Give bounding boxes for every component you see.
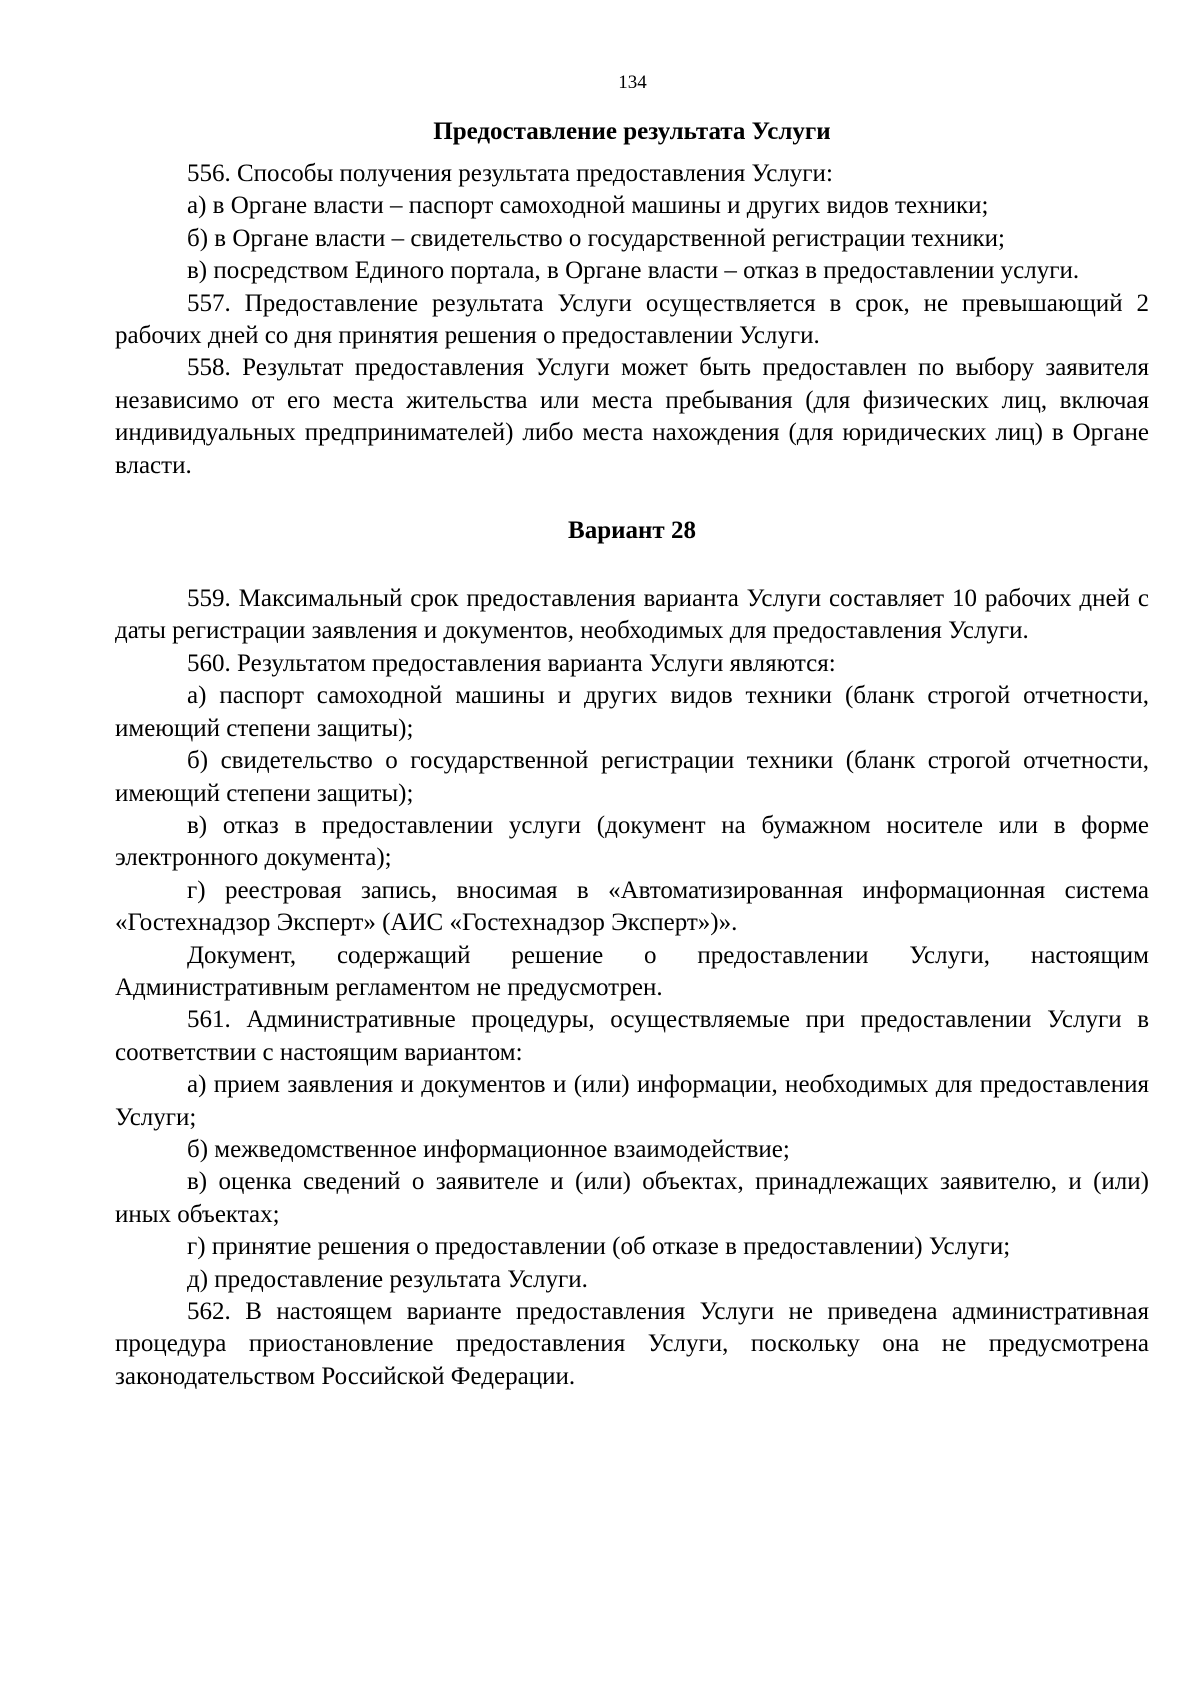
section-heading-variant-28: Вариант 28	[568, 517, 696, 545]
section-result-paragraphs	[115, 158, 1149, 482]
paragraph-556: 556. Способы получения результата предоставления Услуги:	[187, 160, 833, 187]
paragraph-557: 557. Предоставление результата Услуги осуществляется в срок, не превышающий 2 рабочих дней со дня принятия решения о предоставлении Услуги.	[115, 289, 1149, 350]
paragraph-561-a: а) прием заявления и документов и (или) информации, необходимых для предоставления Услуги;	[115, 1071, 1149, 1131]
paragraph-561-d: д) предоставление результата Услуги.	[187, 1265, 588, 1293]
paragraph-556-a: а) в Органе власти – паспорт самоходной машины и других видов техники;	[187, 192, 989, 220]
paragraph-560-v: в) отказ в предоставлении услуги (документ на бумажном носителе или в форме электронного документа);	[115, 811, 1149, 872]
paragraph-561-v: в) оценка сведений о заявителе и (или) объектах, принадлежащих заявителю, и (или) иных объектах;	[115, 1168, 1149, 1228]
paragraph-561-g: г) принятие решения о предоставлении (об отказе в предоставлении) Услуги;	[187, 1233, 1011, 1261]
document-body	[115, 116, 1149, 1393]
paragraph-560-g: г) реестровая запись, вносимая в «Автоматизированная информационная система «Гостехнадзор Эксперт» (АИС «Гостехнадзор Эксперт»)».	[115, 876, 1149, 937]
paragraph-561-b: б) межведомственное информационное взаимодействие;	[187, 1135, 790, 1163]
paragraph-558: 558. Результат предоставления Услуги может быть предоставлен по выбору заявителя независимо от его места жительства или места пребывания (для физических лиц, включая индивидуальных предпринимателей) либо места нахождения (для юридических лиц) в Органе власти.	[115, 354, 1149, 479]
paragraph-decision-document: Документ, содержащий решение о предоставлении Услуги, настоящим Административным регламентом не предусмотрен.	[115, 941, 1149, 1001]
section-heading-result: Предоставление результата Услуги	[433, 118, 831, 145]
paragraph-561: 561. Административные процедуры, осуществляемые при предоставлении Услуги в соответствии с настоящим вариантом:	[115, 1006, 1149, 1066]
paragraph-560: 560. Результатом предоставления варианта Услуги являются:	[187, 649, 836, 677]
paragraph-560-b: б) свидетельство о государственной регистрации техники (бланк строгой отчетности, имеющий степени защиты);	[115, 747, 1149, 807]
paragraph-559: 559. Максимальный срок предоставления варианта Услуги составляет 10 рабочих дней с даты регистрации заявления и документов, необходимых для предоставления Услуги.	[115, 585, 1149, 645]
section-variant-28-paragraphs	[115, 583, 1149, 1393]
paragraph-560-a: а) паспорт самоходной машины и других видов техники (бланк строгой отчетности, имеющий степени защиты);	[115, 682, 1149, 742]
paragraph-556-v: в) посредством Единого портала, в Органе власти – отказ в предоставлении услуги.	[187, 257, 1080, 285]
paragraph-562: 562. В настоящем варианте предоставления Услуги не приведена административная процедура приостановление предоставления Услуги, поскольку она не предусмотрена законодательством Российской Федерации.	[115, 1298, 1149, 1390]
page-number: 134	[618, 72, 647, 93]
paragraph-556-b: б) в Органе власти – свидетельство о государственной регистрации техники;	[187, 224, 1005, 252]
